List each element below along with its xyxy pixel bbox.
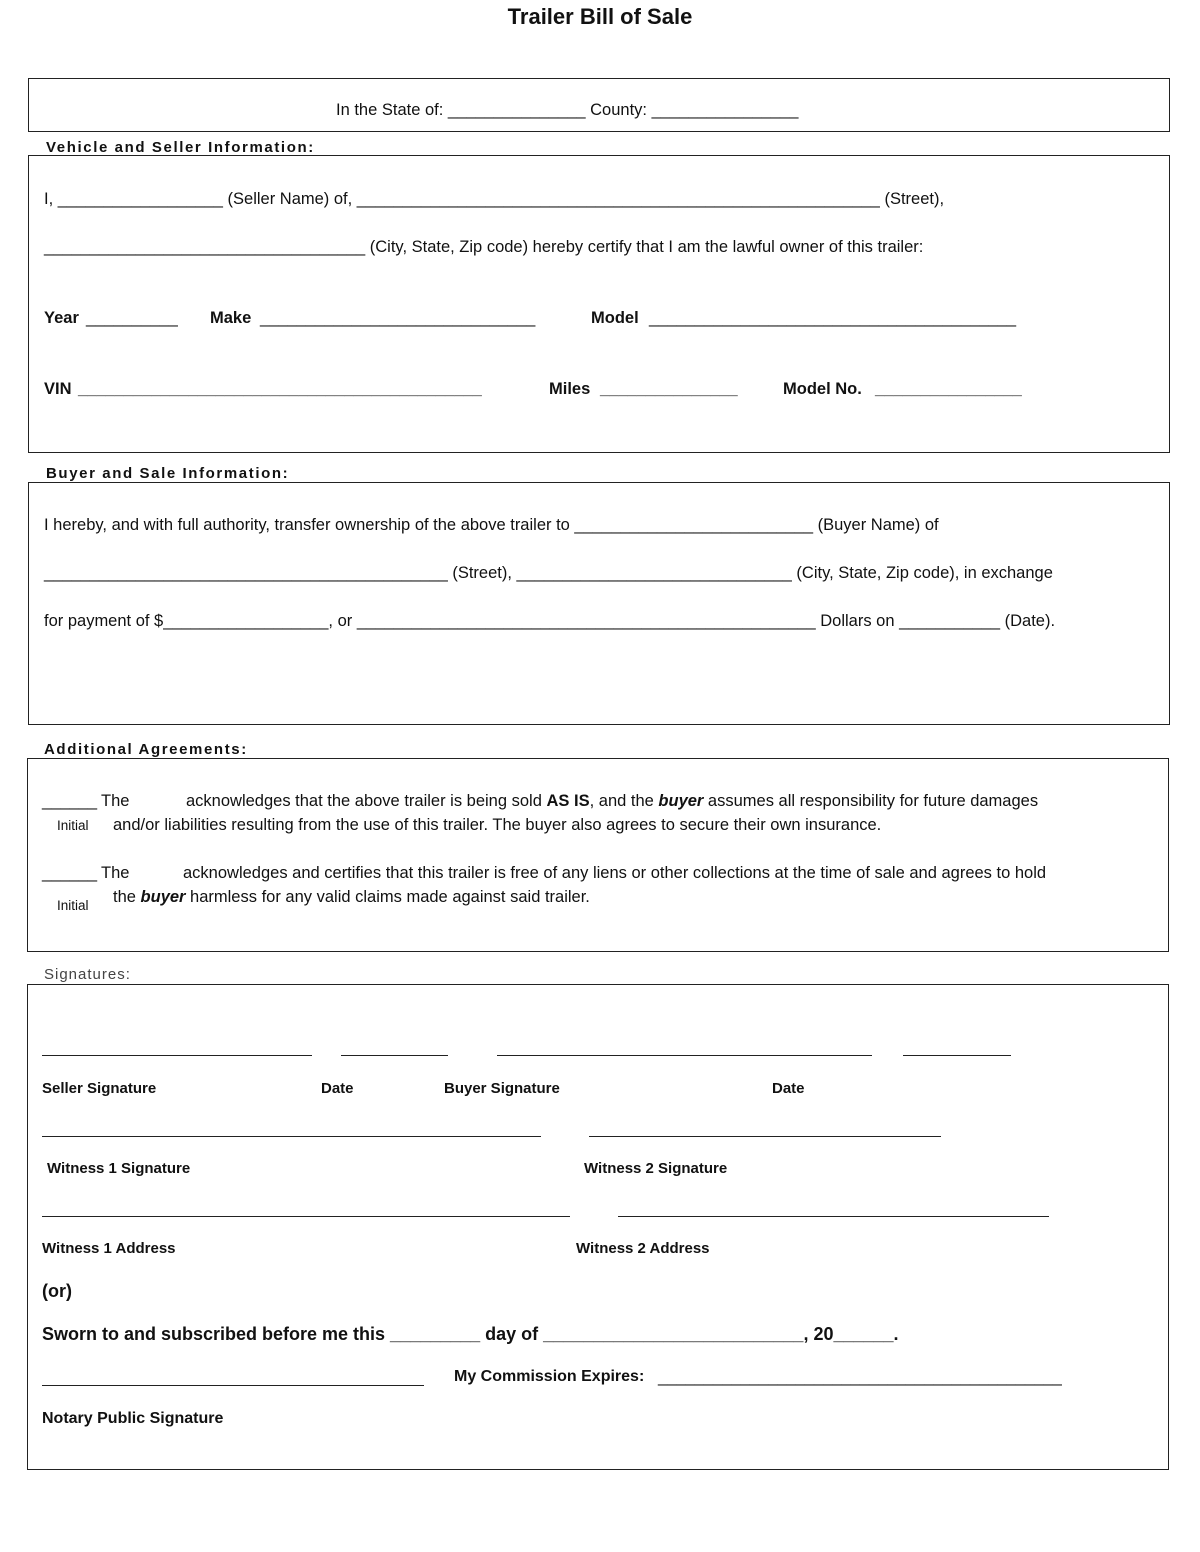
agreement1-initial-label: Initial [57, 818, 89, 833]
make-field[interactable]: ______________________________ [260, 309, 536, 327]
agreement1-buyer: buyer [658, 792, 704, 810]
agreement2-the: The [101, 864, 130, 882]
buyer-date-label: Date [772, 1080, 805, 1097]
signatures-box [27, 984, 1169, 1470]
agreement2-initial-blank[interactable]: ______ [42, 864, 98, 882]
witness1-signature-line[interactable] [42, 1136, 541, 1137]
seller-date-line[interactable] [341, 1055, 448, 1056]
agreement2-buyer: buyer [140, 888, 186, 906]
signatures-section-label: Signatures: [44, 966, 131, 983]
seller-name-street-line[interactable]: I, __________________ (Seller Name) of, _________________________________________________________ (Street), [44, 190, 945, 208]
model-no-label: Model No. [783, 380, 862, 398]
agreement2-text-b: harmless for any valid claims made against said trailer. [185, 888, 590, 906]
vin-label: VIN [44, 380, 72, 398]
vehicle-seller-section-label: Vehicle and Seller Information: [46, 139, 315, 156]
year-field[interactable]: __________ [86, 309, 178, 327]
agreement2-the2: the [113, 888, 141, 906]
sworn-statement-line[interactable]: Sworn to and subscribed before me this _________ day of __________________________, 20______. [42, 1324, 899, 1344]
buyer-signature-label: Buyer Signature [444, 1080, 560, 1097]
document-title: Trailer Bill of Sale [507, 4, 693, 29]
agreement1-the: The [101, 792, 130, 810]
agreement1-as-is: AS IS [546, 792, 590, 810]
agreement2-line2 [113, 888, 590, 907]
witness1-address-line[interactable] [42, 1216, 570, 1217]
commission-expires-field[interactable]: ____________________________________________ [658, 1368, 1062, 1386]
model-no-field[interactable]: ________________ [875, 380, 1022, 398]
witness2-signature-line[interactable] [589, 1136, 941, 1137]
agreement1-text [186, 792, 1038, 811]
seller-signature-line[interactable] [42, 1055, 312, 1056]
agreement1-text-c: assumes all responsibility for future damages [703, 792, 1039, 810]
miles-field[interactable]: _______________ [600, 380, 738, 398]
buyer-signature-line[interactable] [497, 1055, 872, 1056]
notary-signature-line[interactable] [42, 1385, 424, 1386]
buyer-address-line[interactable]: ____________________________________________ (Street), ______________________________ (City, State, Zip code), in exchange [44, 564, 1053, 582]
model-field[interactable]: ________________________________________ [649, 309, 1017, 327]
year-label: Year [44, 309, 79, 327]
witness2-address-line[interactable] [618, 1216, 1049, 1217]
miles-label: Miles [549, 380, 591, 398]
witness2-address-label: Witness 2 Address [576, 1240, 710, 1257]
or-label: (or) [42, 1281, 72, 1301]
state-county-line[interactable]: In the State of: _______________ County: ________________ [336, 101, 799, 119]
additional-agreements-box [27, 758, 1169, 952]
additional-agreements-section-label: Additional Agreements: [44, 741, 248, 758]
buyer-date-line[interactable] [903, 1055, 1011, 1056]
commission-expires-label: My Commission Expires: [454, 1368, 645, 1385]
agreement1-text-a: acknowledges that the above trailer is being sold [186, 792, 547, 810]
seller-date-label: Date [321, 1080, 354, 1097]
buyer-name-line[interactable]: I hereby, and with full authority, transfer ownership of the above trailer to __________________________ (Buyer Name) of [44, 516, 939, 534]
model-label: Model [591, 309, 639, 327]
make-label: Make [210, 309, 252, 327]
payment-line[interactable]: for payment of $__________________, or __________________________________________________ Dollars on ___________ (Date). [44, 612, 1056, 630]
agreement2-initial-label: Initial [57, 898, 89, 913]
seller-signature-label: Seller Signature [42, 1080, 157, 1097]
witness1-signature-label: Witness 1 Signature [47, 1160, 191, 1177]
agreement1-initial-blank[interactable]: ______ [42, 792, 98, 810]
witness2-signature-label: Witness 2 Signature [584, 1160, 728, 1177]
notary-signature-label: Notary Public Signature [42, 1410, 224, 1427]
seller-city-line[interactable]: ___________________________________ (City, State, Zip code) hereby certify that I am the lawful owner of this trailer: [44, 238, 924, 256]
buyer-sale-section-label: Buyer and Sale Information: [46, 465, 290, 482]
agreement1-text-b: , and the [589, 792, 659, 810]
witness1-address-label: Witness 1 Address [42, 1240, 176, 1257]
vin-field[interactable]: ____________________________________________ [78, 380, 482, 398]
agreement1-line2: and/or liabilities resulting from the use of this trailer. The buyer also agrees to secure their own insurance. [113, 816, 882, 834]
agreement2-text: acknowledges and certifies that this trailer is free of any liens or other collections at the time of sale and agrees to hold [183, 864, 1047, 882]
